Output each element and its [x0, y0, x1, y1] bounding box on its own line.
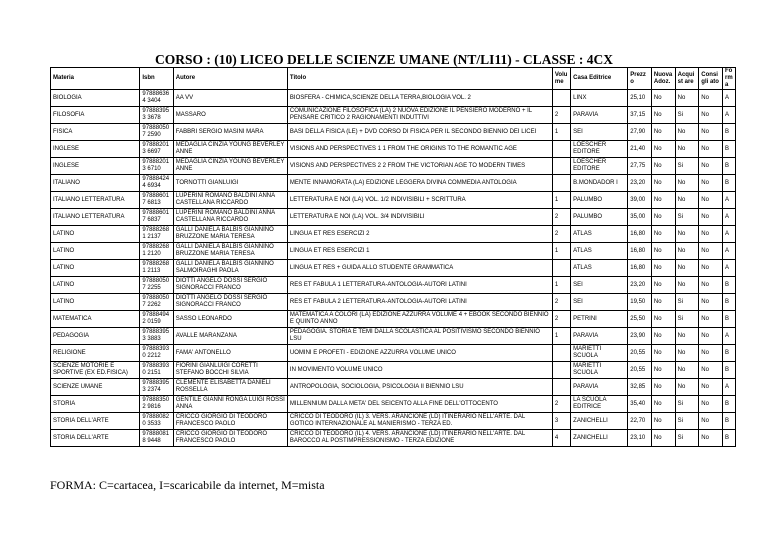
forma-cell: A: [722, 226, 735, 243]
nuova-adozione-cell: No: [651, 396, 675, 413]
table-row: [51, 430, 736, 447]
autore-cell: MASSARO: [173, 107, 287, 124]
column-header-acquistare: Acquist are: [675, 68, 699, 90]
materia-cell: SCIENZE MOTORIE E SPORTIVE (EX ED.FISICA): [51, 362, 140, 379]
acquistare-cell: No: [675, 192, 699, 209]
nuova-adozione-cell: No: [651, 294, 675, 311]
column-header-consigliato: Consigli ato: [699, 68, 723, 90]
table-row: [51, 379, 736, 396]
forma-cell: A: [722, 90, 735, 107]
consigliato-cell: No: [699, 277, 723, 294]
acquistare-cell: No: [675, 141, 699, 158]
forma-cell: A: [722, 379, 735, 396]
forma-cell: B: [722, 158, 735, 175]
column-header-nuova-adozione: Nuova Adoz.: [651, 68, 675, 90]
isbn-cell: 978884244 6934: [140, 175, 173, 192]
titolo-cell: MATEMATICA A COLORI (LA) EDIZIONE AZZURRA VOLUME 4 + EBOOK SECONDO BIENNIO E QUINTO ANNO: [287, 311, 552, 328]
titolo-cell: VISIONS AND PERSPECTIVES 2 2 FROM THE VICTORIAN AGE TO MODERN TIMES: [287, 158, 552, 175]
volume-cell: 1: [552, 243, 570, 260]
nuova-adozione-cell: No: [651, 430, 675, 447]
volume-cell: 2: [552, 107, 570, 124]
acquistare-cell: Si: [675, 413, 699, 430]
table-row: [51, 294, 736, 311]
consigliato-cell: No: [699, 141, 723, 158]
isbn-cell: 978883502 9816: [140, 396, 173, 413]
isbn-cell: 978883930 2212: [140, 345, 173, 362]
volume-cell: 1: [552, 124, 570, 141]
casa-editrice-cell: LOESCHER EDITORE: [571, 158, 628, 175]
isbn-cell: 978883953 2374: [140, 379, 173, 396]
volume-cell: 2: [552, 226, 570, 243]
table-row: [51, 192, 736, 209]
acquistare-cell: No: [675, 328, 699, 345]
consigliato-cell: No: [699, 396, 723, 413]
isbn-cell: 978882681 2113: [140, 260, 173, 277]
volume-cell: [552, 158, 570, 175]
table-row: [51, 260, 736, 277]
casa-editrice-cell: LINX: [571, 90, 628, 107]
consigliato-cell: No: [699, 243, 723, 260]
column-header-casa-editrice: Casa Editrice: [571, 68, 628, 90]
forma-cell: B: [722, 311, 735, 328]
autore-cell: FAMA' ANTONELLO: [173, 345, 287, 362]
table-row: [51, 124, 736, 141]
nuova-adozione-cell: No: [651, 141, 675, 158]
isbn-cell: 978882013 6710: [140, 158, 173, 175]
table-row: [51, 158, 736, 175]
casa-editrice-cell: LOESCHER EDITORE: [571, 141, 628, 158]
materia-cell: ITALIANO LETTERATURA: [51, 209, 140, 226]
casa-editrice-cell: MARIETTI SCUOLA: [571, 345, 628, 362]
table-row: [51, 311, 736, 328]
nuova-adozione-cell: No: [651, 124, 675, 141]
forma-cell: B: [722, 362, 735, 379]
nuova-adozione-cell: No: [651, 243, 675, 260]
isbn-cell: 978883953 3678: [140, 107, 173, 124]
volume-cell: [552, 260, 570, 277]
volume-cell: 2: [552, 294, 570, 311]
isbn-cell: 978880820 3533: [140, 413, 173, 430]
nuova-adozione-cell: No: [651, 90, 675, 107]
materia-cell: STORIA DELL'ARTE: [51, 430, 140, 447]
prezzo-cell: 23,90: [628, 328, 652, 345]
materia-cell: SCIENZE UMANE: [51, 379, 140, 396]
autore-cell: SASSO LEONARDO: [173, 311, 287, 328]
casa-editrice-cell: PALUMBO: [571, 209, 628, 226]
nuova-adozione-cell: No: [651, 362, 675, 379]
casa-editrice-cell: SEI: [571, 124, 628, 141]
acquistare-cell: No: [675, 90, 699, 107]
autore-cell: TORNOTTI GIANLUIGI: [173, 175, 287, 192]
acquistare-cell: No: [675, 277, 699, 294]
casa-editrice-cell: ATLAS: [571, 243, 628, 260]
casa-editrice-cell: MARIETTI SCUOLA: [571, 362, 628, 379]
acquistare-cell: Si: [675, 430, 699, 447]
consigliato-cell: No: [699, 413, 723, 430]
autore-cell: GALLI DANIELA BALBIS GIANNINO BRUZZONE MARIA TERESA: [173, 226, 287, 243]
column-header-volume: Volu me: [552, 68, 570, 90]
nuova-adozione-cell: No: [651, 277, 675, 294]
titolo-cell: CRICCO DI TEODORO (IL) 3. VERS. ARANCIONE (LD) ITINERARIO NELL'ARTE. DAL GOTICO INTERNAZIONALE AL MANIERISMO - TERZA ED.: [287, 413, 552, 430]
autore-cell: CRICCO GIORGIO DI TEODORO FRANCESCO PAOLO: [173, 430, 287, 447]
column-header-autore: Autore: [173, 68, 287, 90]
prezzo-cell: 35,40: [628, 396, 652, 413]
titolo-cell: VISIONS AND PERSPECTIVES 1 1 FROM THE ORIGINS TO THE ROMANTIC AGE: [287, 141, 552, 158]
autore-cell: MEDAGLIA CINZIA YOUNG BEVERLEY ANNE: [173, 158, 287, 175]
volume-cell: [552, 90, 570, 107]
forma-cell: A: [722, 243, 735, 260]
consigliato-cell: No: [699, 430, 723, 447]
acquistare-cell: Si: [675, 396, 699, 413]
consigliato-cell: No: [699, 345, 723, 362]
prezzo-cell: 23,10: [628, 430, 652, 447]
table-header-row: [51, 68, 736, 90]
materia-cell: ITALIANO: [51, 175, 140, 192]
isbn-cell: 978882013 6697: [140, 141, 173, 158]
materia-cell: MATEMATICA: [51, 311, 140, 328]
materia-cell: PEDAGOGIA: [51, 328, 140, 345]
titolo-cell: LINGUA ET RES ESERCIZI 1: [287, 243, 552, 260]
nuova-adozione-cell: No: [651, 379, 675, 396]
column-header-titolo: Titolo: [287, 68, 552, 90]
casa-editrice-cell: ATLAS: [571, 226, 628, 243]
column-header-forma: Form a: [722, 68, 735, 90]
prezzo-cell: 27,75: [628, 158, 652, 175]
prezzo-cell: 23,20: [628, 175, 652, 192]
titolo-cell: BIOSFERA - CHIMICA,SCIENZE DELLA TERRA,BIOLOGIA VOL. 2: [287, 90, 552, 107]
isbn-cell: 978886017 6813: [140, 192, 173, 209]
table-row: [51, 277, 736, 294]
forma-legend: FORMA: C=cartacea, I=scaricabile da internet, M=mista: [50, 478, 325, 492]
column-header-prezzo: Prezzo: [628, 68, 652, 90]
prezzo-cell: 35,00: [628, 209, 652, 226]
table-row: [51, 226, 736, 243]
acquistare-cell: Si: [675, 107, 699, 124]
forma-cell: B: [722, 175, 735, 192]
table-row: [51, 345, 736, 362]
prezzo-cell: 39,00: [628, 192, 652, 209]
forma-cell: B: [722, 396, 735, 413]
casa-editrice-cell: PARAVIA: [571, 328, 628, 345]
titolo-cell: RES ET FABULA 1 LETTERATURA-ANTOLOGIA-AUTORI LATINI: [287, 277, 552, 294]
table-row: [51, 209, 736, 226]
autore-cell: GALLI DANIELA BALBIS GIANNINO SALMOIRAGHI PAOLA: [173, 260, 287, 277]
materia-cell: LATINO: [51, 226, 140, 243]
forma-cell: A: [722, 260, 735, 277]
nuova-adozione-cell: No: [651, 226, 675, 243]
consigliato-cell: No: [699, 226, 723, 243]
titolo-cell: PEDAGOGIA. STORIA E TEMI DALLA SCOLASTICA AL POSITIVISMO SECONDO BIENNIO LSU: [287, 328, 552, 345]
casa-editrice-cell: PALUMBO: [571, 192, 628, 209]
volume-cell: [552, 379, 570, 396]
prezzo-cell: 16,80: [628, 243, 652, 260]
prezzo-cell: 37,15: [628, 107, 652, 124]
forma-cell: B: [722, 141, 735, 158]
consigliato-cell: No: [699, 175, 723, 192]
prezzo-cell: 16,80: [628, 226, 652, 243]
titolo-cell: LETTERATURA E NOI (LA) VOL. 1/2 INDIVISIBILI + SCRITTURA: [287, 192, 552, 209]
prezzo-cell: 20,55: [628, 362, 652, 379]
materia-cell: LATINO: [51, 294, 140, 311]
book-list-table: [50, 67, 736, 447]
titolo-cell: BASI DELLA FISICA (LE) + DVD CORSO DI FISICA PER IL SECONDO BIENNIO DEI LICEI: [287, 124, 552, 141]
materia-cell: LATINO: [51, 260, 140, 277]
volume-cell: [552, 175, 570, 192]
autore-cell: DIOTTI ANGELO DOSSI SERGIO SIGNORACCI FRANCO: [173, 277, 287, 294]
consigliato-cell: No: [699, 107, 723, 124]
acquistare-cell: No: [675, 124, 699, 141]
prezzo-cell: 25,50: [628, 311, 652, 328]
autore-cell: DIOTTI ANGELO DOSSI SERGIO SIGNORACCI FRANCO: [173, 294, 287, 311]
table-row: [51, 362, 736, 379]
isbn-cell: 978883930 2151: [140, 362, 173, 379]
autore-cell: FIORINI GIANLUIGI CORETTI STEFANO BOCCHI SILVIA: [173, 362, 287, 379]
materia-cell: RELIGIONE: [51, 345, 140, 362]
isbn-cell: 978886364 3404: [140, 90, 173, 107]
volume-cell: [552, 345, 570, 362]
materia-cell: LATINO: [51, 243, 140, 260]
table-row: [51, 413, 736, 430]
prezzo-cell: 19,50: [628, 294, 652, 311]
table-row: [51, 141, 736, 158]
materia-cell: STORIA: [51, 396, 140, 413]
forma-cell: B: [722, 430, 735, 447]
consigliato-cell: No: [699, 209, 723, 226]
volume-cell: 3: [552, 413, 570, 430]
page-title: CORSO : (10) LICEO DELLE SCIENZE UMANE (NT/LI11) - CLASSE : 4CX: [155, 52, 613, 67]
autore-cell: LUPERINI ROMANO BALDINI ANNA CASTELLANA RICCARDO: [173, 192, 287, 209]
prezzo-cell: 22,70: [628, 413, 652, 430]
autore-cell: MEDAGLIA CINZIA YOUNG BEVERLEY ANNE: [173, 141, 287, 158]
consigliato-cell: No: [699, 362, 723, 379]
nuova-adozione-cell: No: [651, 328, 675, 345]
acquistare-cell: Si: [675, 311, 699, 328]
nuova-adozione-cell: No: [651, 413, 675, 430]
forma-cell: A: [722, 107, 735, 124]
forma-cell: A: [722, 192, 735, 209]
casa-editrice-cell: B.MONDADOR I: [571, 175, 628, 192]
volume-cell: 1: [552, 192, 570, 209]
isbn-cell: 978882681 2120: [140, 243, 173, 260]
nuova-adozione-cell: No: [651, 345, 675, 362]
consigliato-cell: No: [699, 379, 723, 396]
forma-cell: B: [722, 345, 735, 362]
materia-cell: FISICA: [51, 124, 140, 141]
prezzo-cell: 27,90: [628, 124, 652, 141]
casa-editrice-cell: LA SCUOLA EDITRICE: [571, 396, 628, 413]
table-row: [51, 90, 736, 107]
consigliato-cell: No: [699, 158, 723, 175]
table-row: [51, 328, 736, 345]
table-row: [51, 396, 736, 413]
nuova-adozione-cell: No: [651, 260, 675, 277]
prezzo-cell: 20,55: [628, 345, 652, 362]
consigliato-cell: No: [699, 192, 723, 209]
volume-cell: 1: [552, 328, 570, 345]
prezzo-cell: 21,40: [628, 141, 652, 158]
forma-cell: A: [722, 209, 735, 226]
casa-editrice-cell: ZANICHELLI: [571, 413, 628, 430]
acquistare-cell: No: [675, 260, 699, 277]
isbn-cell: 978886017 6837: [140, 209, 173, 226]
isbn-cell: 978884942 0159: [140, 311, 173, 328]
materia-cell: ITALIANO LETTERATURA: [51, 192, 140, 209]
acquistare-cell: No: [675, 345, 699, 362]
autore-cell: CLEMENTE ELISABETTA DANIELI ROSSELLA: [173, 379, 287, 396]
volume-cell: 1: [552, 277, 570, 294]
consigliato-cell: No: [699, 260, 723, 277]
nuova-adozione-cell: No: [651, 175, 675, 192]
acquistare-cell: No: [675, 379, 699, 396]
forma-cell: B: [722, 294, 735, 311]
titolo-cell: RES ET FABULA 2 LETTERATURA-ANTOLOGIA-AUTORI LATINI: [287, 294, 552, 311]
materia-cell: INGLESE: [51, 141, 140, 158]
volume-cell: 2: [552, 311, 570, 328]
casa-editrice-cell: ATLAS: [571, 260, 628, 277]
prezzo-cell: 16,80: [628, 260, 652, 277]
consigliato-cell: No: [699, 294, 723, 311]
isbn-cell: 978880507 2255: [140, 277, 173, 294]
titolo-cell: LINGUA ET RES + GUIDA ALLO STUDENTE GRAMMATICA: [287, 260, 552, 277]
acquistare-cell: Si: [675, 294, 699, 311]
acquistare-cell: No: [675, 362, 699, 379]
volume-cell: [552, 141, 570, 158]
isbn-cell: 978882681 2137: [140, 226, 173, 243]
titolo-cell: LETTERATURA E NOI (LA) VOL. 3/4 INDIVISIBILI: [287, 209, 552, 226]
titolo-cell: LINGUA ET RES ESERCIZI 2: [287, 226, 552, 243]
nuova-adozione-cell: No: [651, 107, 675, 124]
titolo-cell: MILLENNIUM DALLA META' DEL SEICENTO ALLA FINE DELL'OTTOCENTO: [287, 396, 552, 413]
casa-editrice-cell: ZANICHELLI: [571, 430, 628, 447]
acquistare-cell: No: [675, 243, 699, 260]
acquistare-cell: No: [675, 175, 699, 192]
titolo-cell: IN MOVIMENTO VOLUME UNICO: [287, 362, 552, 379]
forma-cell: B: [722, 277, 735, 294]
nuova-adozione-cell: No: [651, 311, 675, 328]
titolo-cell: CRICCO DI TEODORO (IL) 4. VERS. ARANCIONE (LD) ITINERARIO NELL'ARTE. DAL BAROCCO AL POSTIMPRESSIONISMO - TERZA EDIZIONE: [287, 430, 552, 447]
materia-cell: BIOLOGIA: [51, 90, 140, 107]
materia-cell: FILOSOFIA: [51, 107, 140, 124]
casa-editrice-cell: PETRINI: [571, 311, 628, 328]
isbn-cell: 978880507 2262: [140, 294, 173, 311]
materia-cell: STORIA DELL'ARTE: [51, 413, 140, 430]
autore-cell: AVALLE MARANZANA: [173, 328, 287, 345]
table-row: [51, 175, 736, 192]
table-row: [51, 107, 736, 124]
volume-cell: 4: [552, 430, 570, 447]
casa-editrice-cell: SEI: [571, 277, 628, 294]
volume-cell: 2: [552, 396, 570, 413]
casa-editrice-cell: PARAVIA: [571, 107, 628, 124]
table-row: [51, 243, 736, 260]
acquistare-cell: Si: [675, 209, 699, 226]
volume-cell: [552, 362, 570, 379]
autore-cell: AA VV: [173, 90, 287, 107]
prezzo-cell: 25,10: [628, 90, 652, 107]
column-header-isbn: Isbn: [140, 68, 173, 90]
nuova-adozione-cell: No: [651, 158, 675, 175]
casa-editrice-cell: PARAVIA: [571, 379, 628, 396]
autore-cell: LUPERINI ROMANO BALDINI ANNA CASTELLANA RICCARDO: [173, 209, 287, 226]
acquistare-cell: Si: [675, 158, 699, 175]
titolo-cell: MENTE INNAMORATA (LA) EDIZIONE LEGGERA DIVINA COMMEDIA ANTOLOGIA: [287, 175, 552, 192]
consigliato-cell: No: [699, 90, 723, 107]
isbn-cell: 978883953 3883: [140, 328, 173, 345]
prezzo-cell: 32,85: [628, 379, 652, 396]
consigliato-cell: No: [699, 328, 723, 345]
forma-cell: B: [722, 413, 735, 430]
forma-cell: B: [722, 124, 735, 141]
autore-cell: GALLI DANIELA BALBIS GIANNINO BRUZZONE MARIA TERESA: [173, 243, 287, 260]
column-header-materia: Materia: [51, 68, 140, 90]
casa-editrice-cell: SEI: [571, 294, 628, 311]
forma-cell: A: [722, 328, 735, 345]
acquistare-cell: No: [675, 226, 699, 243]
isbn-cell: 978880818 9448: [140, 430, 173, 447]
titolo-cell: COMUNICAZIONE FILOSOFICA (LA) 2 NUOVA EDIZIONE IL PENSIERO MODERNO + IL PENSARE CRITICO 2 RAGIONAMENTI INDUTTIVI: [287, 107, 552, 124]
nuova-adozione-cell: No: [651, 192, 675, 209]
prezzo-cell: 23,20: [628, 277, 652, 294]
consigliato-cell: No: [699, 124, 723, 141]
consigliato-cell: No: [699, 311, 723, 328]
isbn-cell: 978880507 2590: [140, 124, 173, 141]
autore-cell: CRICCO GIORGIO DI TEODORO FRANCESCO PAOLO: [173, 413, 287, 430]
autore-cell: FABBRI SERGIO MASINI MARA: [173, 124, 287, 141]
autore-cell: GENTILE GIANNI RONGA LUIGI ROSSI ANNA: [173, 396, 287, 413]
titolo-cell: UOMINI E PROFETI - EDIZIONE AZZURRA VOLUME UNICO: [287, 345, 552, 362]
volume-cell: 2: [552, 209, 570, 226]
titolo-cell: ANTROPOLOGIA, SOCIOLOGIA, PSICOLOGIA II BIENNIO LSU: [287, 379, 552, 396]
materia-cell: LATINO: [51, 277, 140, 294]
materia-cell: INGLESE: [51, 158, 140, 175]
nuova-adozione-cell: No: [651, 209, 675, 226]
